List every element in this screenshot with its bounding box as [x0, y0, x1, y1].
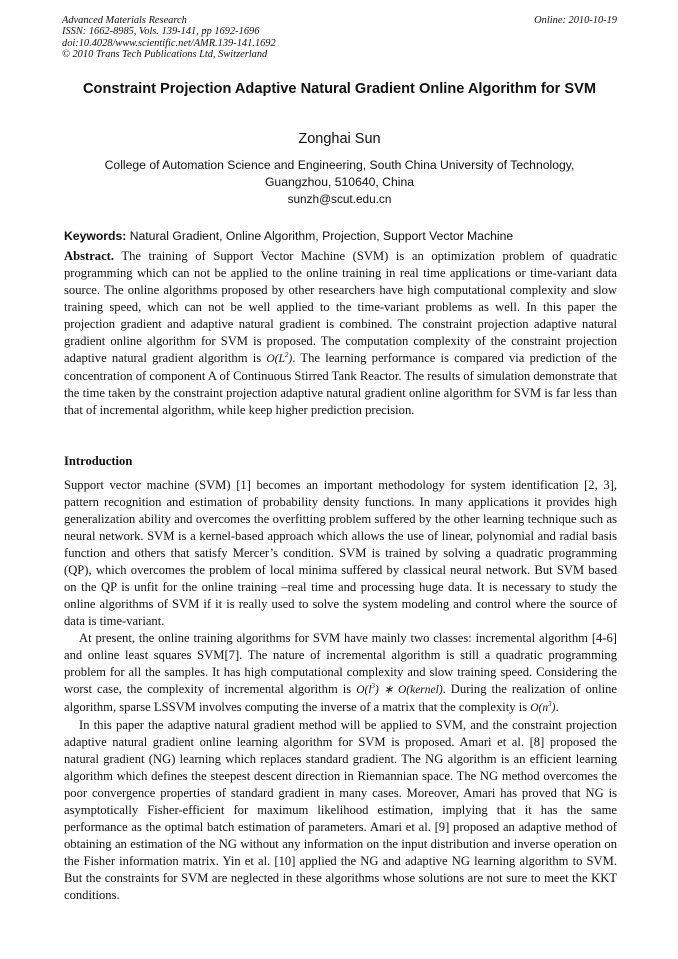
keywords-text: Natural Gradient, Online Algorithm, Projection, Support Vector Machine [129, 229, 514, 243]
abstract-text-2: . The learning performance is compared via prediction of the concentration of component A of Continuous Stirred Tank Reactor. The results of simulation demonstrate that the time taken by the constraint projection adaptive natural gradient online algorithm for SVM is far less than that of incremental algorithm, while keep higher prediction precision. [64, 351, 617, 417]
formula-exponent: 3 [548, 700, 552, 709]
formula-part: ) [288, 353, 293, 365]
copyright: © 2010 Trans Tech Publications Ltd, Switzerland [62, 49, 268, 61]
page-header [62, 15, 617, 61]
keywords [64, 229, 617, 243]
affiliation-line-2: Guangzhou, 510640, China [264, 175, 415, 189]
affiliation-line-1: College of Automation Science and Engineering, South China University of Technology, [104, 158, 575, 172]
paragraph-text: . During the realization of online algorithm, sparse LSSVM involves computing the inverse of a matrix that the complexity is [64, 682, 617, 714]
affiliation [62, 157, 617, 191]
author: Zonghai Sun [298, 131, 381, 147]
formula-exponent: 2 [284, 351, 289, 360]
journal-name: Advanced Materials Research [62, 15, 187, 26]
paragraph-text: At present, the online training algorithms for SVM have mainly two classes: incremental algorithm [4-6] and online least squares SVM[7]. The nature of incremental algorithm is still a quadratic programming problem for all the samples. It has high computational complexity and slow training speed. Considering the worst case, the complexity of incremental algorithm is [64, 631, 617, 696]
formula-part: O(n [530, 702, 549, 714]
section-heading-introduction: Introduction [64, 454, 133, 468]
formula-part: O(L [266, 353, 285, 365]
online-date: Online: 2010-10-19 [534, 15, 617, 26]
formula-part: ) ∗ O(kernel) [375, 684, 443, 696]
abstract-text-1: The training of Support Vector Machine (SVM) is an optimization problem of quadratic programming which can not be applied to the online training in real time applications or time-variant data source. The online algorithms proposed by other researchers have high computational complexity and slow training speed, which can not be well applied to the time-variant problems as well. In this paper the projection gradient and adaptive natural gradient is combined. The constraint projection adaptive natural gradient online algorithm for SVM is proposed. The computation complexity of the constraint projection adaptive natural gradient algorithm is [64, 249, 618, 365]
doi: doi:10.4028/www.scientific.net/AMR.139-141.1692 [62, 37, 276, 49]
formula-part: ) [551, 702, 556, 714]
formula-exponent: 3 [371, 682, 376, 691]
abstract-label: Abstract. [64, 249, 115, 263]
keywords-label: Keywords: [64, 229, 127, 243]
incremental-complexity-formula [356, 684, 442, 696]
paper-title: Constraint Projection Adaptive Natural Gradient Online Algorithm for SVM [83, 81, 596, 97]
lssvm-complexity-formula [530, 702, 555, 714]
introduction-body [64, 477, 617, 904]
abstract [64, 248, 617, 419]
formula-part: O(l [356, 684, 372, 696]
intro-paragraph-1: Support vector machine (SVM) [1] becomes an important methodology for system identification [2, 3], pattern recognition and estimation of probability density functions. In many applications it provides high generalization ability and overcomes the overfitting problem suffered by the other learning technique such as neural network. SVM is a kernel-based approach which allows the use of linear, polynomial and radial basis function and others that satisfy Mercer’s condition. SVM is trained by solving a quadratic programming (QP), which overcomes the problem of local minima suffered by classical neural network. But SVM based on the QP is unfit for the online training –real time and processing huge data. It is necessary to study the online algorithms of SVM if it is really used to solve the system modeling and control where the source of data is time-variant. [64, 478, 617, 628]
issn: ISSN: 1662-8985, Vols. 139-141, pp 1692-1696 [62, 26, 260, 38]
email: sunzh@scut.edu.cn [287, 192, 392, 206]
paragraph-text: . [555, 700, 559, 714]
complexity-formula [266, 353, 292, 365]
intro-paragraph-2 [64, 630, 617, 717]
intro-paragraph-3: In this paper the adaptive natural gradient method will be applied to SVM, and the constraint projection adaptive natural gradient online learning algorithm for SVM is proposed. Amari et al. [8] proposed the natural gradient (NG) learning which replaces standard gradient. The NG algorithm is an efficient learning algorithm which defines the steepest descent direction in Riemannian space. The NG method overcomes the poor convergence properties of standard gradient in many cases. Moreover, Amari has proved that NG is asymptotically Fisher-efficient for maximum likelihood estimation, implying that it has the same performance as the optimal batch estimation of parameters. Amari et al. [9] proposed an adaptive method of obtaining an estimation of the NG without any information on the input distribution and inverse operation on the Fisher information matrix. Yin et al. [10] applied the NG and adaptive NG learning algorithm to SVM. But the constraints for SVM are neglected in these algorithms whose solutions are not sure to meet the KKT conditions. [64, 718, 617, 902]
